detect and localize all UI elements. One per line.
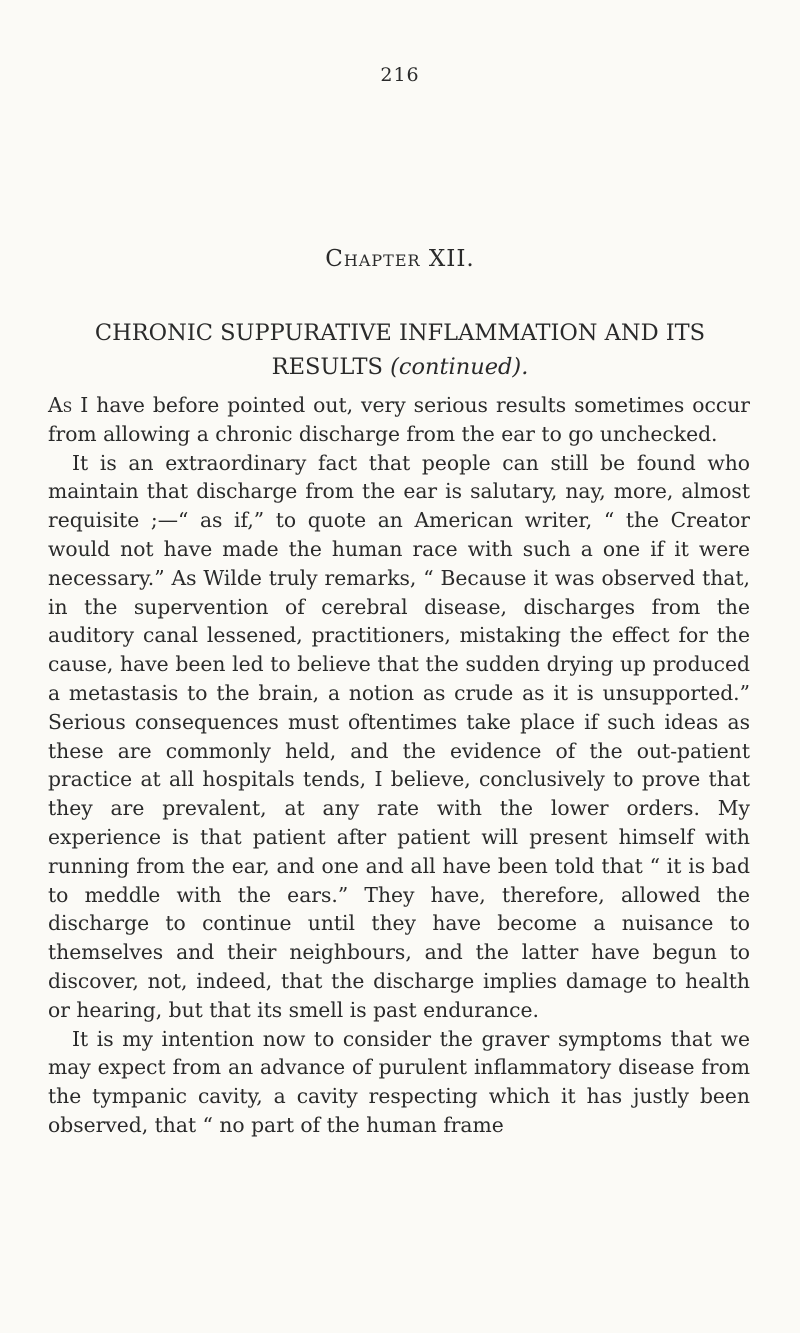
chapter-heading: Chapter XII. bbox=[325, 246, 475, 272]
chapter-title-main: CHRONIC SUPPURATIVE INFLAMMATION AND ITS RESULTS bbox=[94, 320, 706, 380]
paragraph-3: It is my intention now to consider the graver symptoms that we may expect from an advance of purulent inflammatory disease from the tympanic cavity, a cavity respecting which it has justly been observed, that “ no part of the human frame bbox=[48, 1026, 750, 1137]
paragraph-1 bbox=[48, 391, 750, 449]
paragraph-1-lead: As bbox=[48, 393, 73, 417]
page-number: 216 bbox=[380, 64, 420, 86]
paragraph-1-text: I have before pointed out, very serious results sometimes occur from allowing a chronic discharge from the ear to go unchecked. bbox=[48, 393, 750, 446]
body-text bbox=[48, 391, 750, 1140]
chapter-title bbox=[60, 316, 740, 384]
chapter-title-continued: (continued). bbox=[390, 354, 529, 380]
paragraph-2: It is an extraordinary fact that people can still be found who maintain that discharge from the ear is salutary, nay, more, almost requisite ;—“ as if,” to quote an American writer, “ the Creator would not have made the human race with such a one if it were necessary.” As Wilde truly remarks, “ Because it was observed that, in the supervention of cerebral disease, discharges from the auditory canal lessened, practitioners, mistaking the effect for the cause, have been led to believe that the sudden drying up produced a metastasis to the brain, a notion as crude as it is unsupported.” Serious consequences must oftentimes take place if such ideas as these are commonly held, and the evidence of the out-patient practice at all hospitals tends, I believe, conclusively to prove that they are prevalent, at any rate with the lower orders. My experience is that patient after patient will present himself with running from the ear, and one and all have been told that “ it is bad to meddle with the ears.” They have, therefore, allowed the discharge to continue until they have become a nuisance to themselves and their neighbours, and the latter have begun to discover, not, indeed, that the discharge implies damage to health or hearing, but that its smell is past endurance. bbox=[48, 450, 750, 1022]
